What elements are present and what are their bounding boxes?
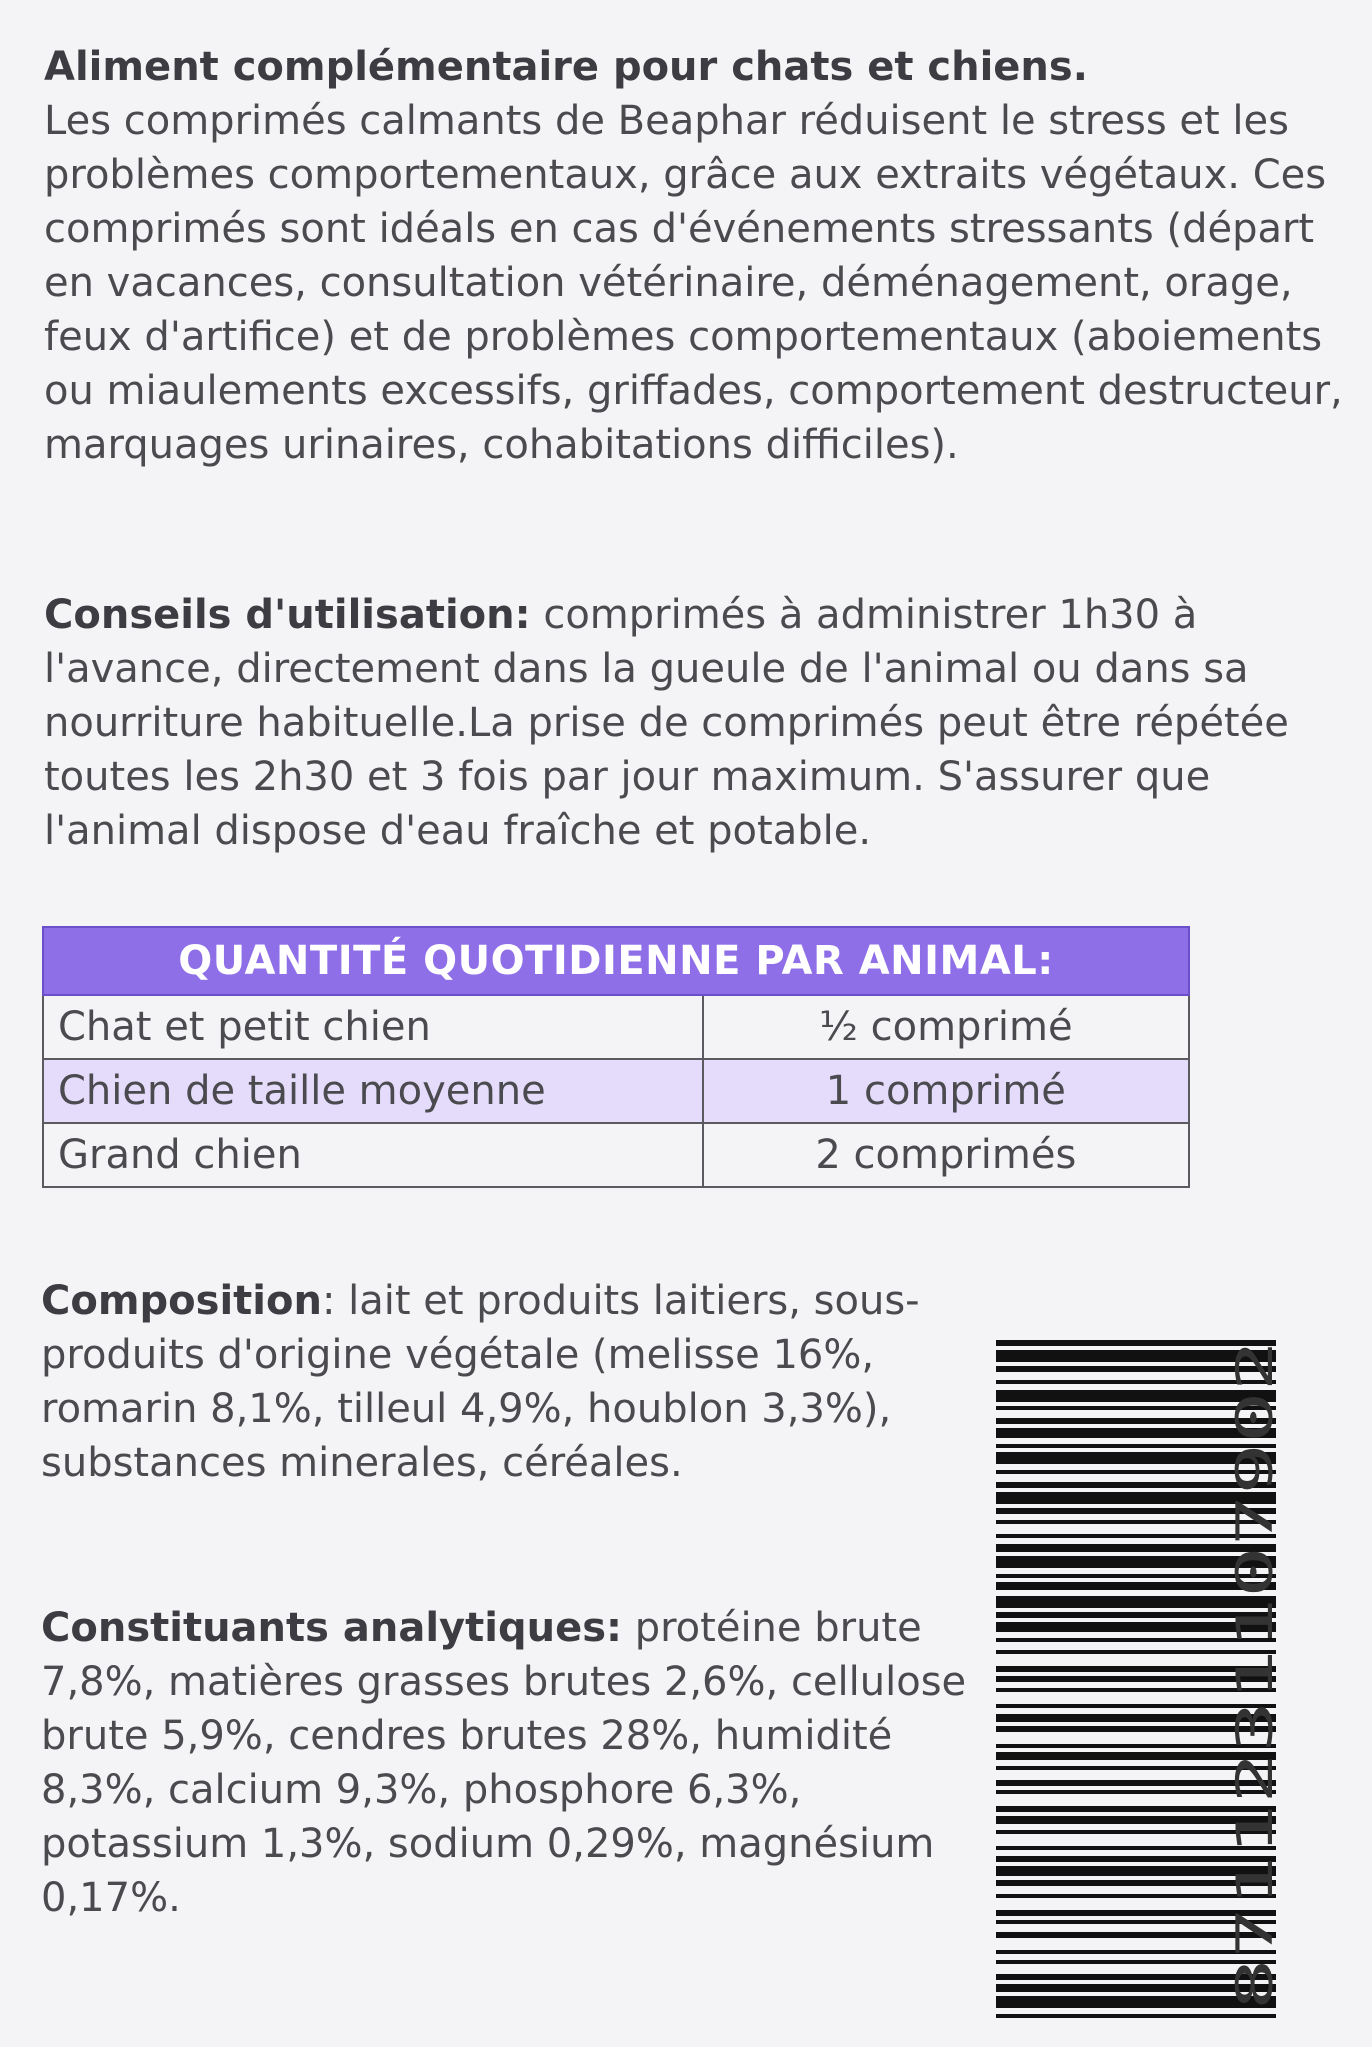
analytical-section — [41, 1601, 971, 1925]
intro-heading: Aliment complémentaire pour chats et chiens. — [44, 44, 1088, 90]
analytical-text: protéine brute 7,8%, matières grasses brutes 2,6%, cellulose brute 5,9%, cendres brutes 28%, humidité 8,3%, calcium 9,3%, phosphore 6,3%, potassium 1,3%, sodium 0,29%, magnésium 0,17%. — [41, 1605, 967, 1921]
intro-text: Les comprimés calmants de Beaphar réduisent le stress et les problèmes comportementaux, grâce aux extraits végétaux. Ces comprimés sont idéals en cas d'événements stressants (départ en vacances, consultation vétérinaire, déménagement, orage, feux d'artifice) et de problèmes comportementaux (aboiements ou miaulements excessifs, griffades, comportement destructeur, marquages urinaires, cohabitations difficiles). — [44, 98, 1343, 468]
intro-section — [44, 40, 1344, 472]
animal-cell: Chien de taille moyenne — [43, 1059, 703, 1123]
usage-text: comprimés à administrer 1h30 à l'avance, directement dans la gueule de l'animal ou dans sa nourriture habituelle.La prise de comprimés peut être répétée toutes les 2h30 et 3 fois par jour maximum. S'assurer que l'animal dispose d'eau fraîche et potable. — [44, 592, 1289, 854]
table-row — [43, 995, 1189, 1059]
usage-label: Conseils d'utilisation: — [44, 592, 531, 638]
composition-label: Composition — [41, 1278, 322, 1324]
composition-section — [41, 1274, 971, 1490]
animal-cell: Chat et petit chien — [43, 995, 703, 1059]
table-row — [43, 1123, 1189, 1187]
usage-section — [44, 588, 1344, 858]
dose-table-header: QUANTITÉ QUOTIDIENNE PAR ANIMAL: — [43, 927, 1189, 995]
table-row — [43, 1059, 1189, 1123]
composition-text: : lait et produits laitiers, sous-produits d'origine végétale (melisse 16%, romarin 8,1%, tilleul 4,9%, houblon 3,3%), substances minerales, céréales. — [41, 1278, 920, 1486]
barcode-number: 8711231107902 — [1226, 1618, 1284, 2010]
analytical-label: Constituants analytiques: — [41, 1605, 622, 1651]
daily-dose-table — [42, 926, 1190, 1188]
quantity-cell: 2 comprimés — [703, 1123, 1189, 1187]
animal-cell: Grand chien — [43, 1123, 703, 1187]
barcode — [996, 1330, 1346, 2030]
quantity-cell: ½ comprimé — [703, 995, 1189, 1059]
quantity-cell: 1 comprimé — [703, 1059, 1189, 1123]
